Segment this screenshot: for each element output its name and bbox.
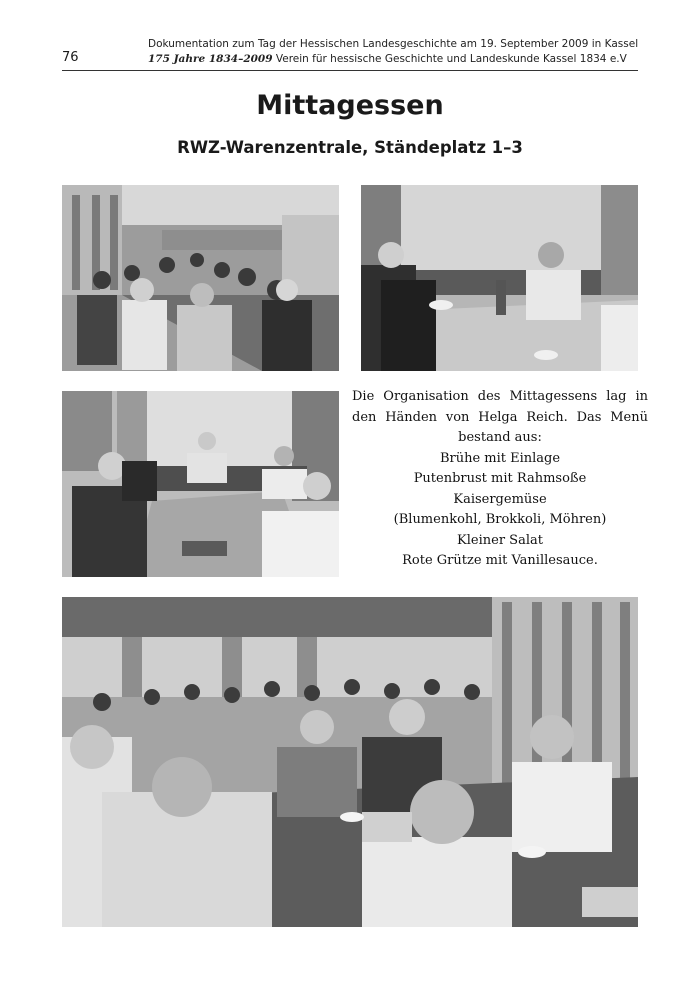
- photo-table-guests: [361, 185, 638, 371]
- header-society-line: [148, 53, 627, 65]
- page-title: Mittagessen: [256, 90, 444, 121]
- photo-dining-hall: [62, 185, 339, 371]
- jubilee-mark: 175 Jahre 1834–2009: [148, 53, 273, 65]
- photo-guests-seated: [62, 391, 339, 577]
- menu-item: Brühe mit Einlage: [439, 450, 561, 466]
- menu-item: Putenbrust mit Rahmsoße: [413, 471, 587, 486]
- page-number: 76: [62, 50, 79, 65]
- menu-item: (Blumenkohl, Brokkoli, Möhren): [393, 512, 607, 527]
- menu-item: Kaisergemüse: [453, 491, 547, 507]
- page-subtitle: RWZ-Warenzentrale, Ständeplatz 1–3: [177, 138, 523, 157]
- menu-item: Kleiner Salat: [457, 532, 543, 548]
- society-name: Verein für hessische Geschichte und Landeskunde Kassel 1834 e.V: [275, 53, 627, 65]
- header-rule: [62, 70, 638, 71]
- header-publication-line: Dokumentation zum Tag der Hessischen Landesgeschichte am 19. September 2009 in Kassel: [148, 38, 639, 50]
- menu-item: Rote Grütze mit Vanillesauce.: [402, 553, 598, 568]
- menu-description: [352, 387, 648, 572]
- photo-hall-panorama: [62, 597, 638, 927]
- menu-intro: Die Organisation des Mittagessens lag in den Händen von Helga Reich. Das Menü bestand aus:: [352, 389, 648, 445]
